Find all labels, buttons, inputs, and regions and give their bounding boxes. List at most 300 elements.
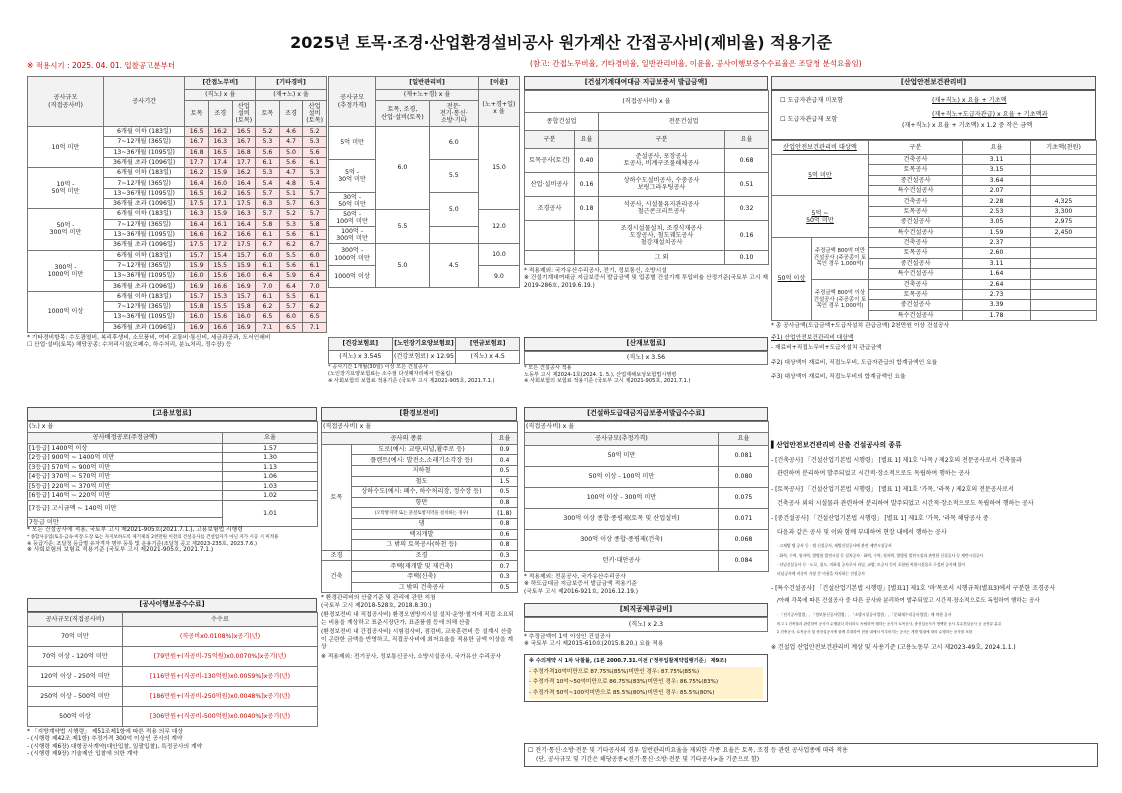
period-cell: 36개월 초과 (1096일) bbox=[104, 240, 185, 250]
rate-cell: 15.9 bbox=[232, 260, 256, 270]
safety-type-cell: 중건설공사 bbox=[869, 217, 963, 227]
safety-rate-cell: 2.07 bbox=[963, 185, 1031, 195]
env-rate-cell: 0.7 bbox=[492, 561, 518, 572]
rate-cell: 17.5 bbox=[185, 199, 209, 209]
safety-subtarget-cell: 주정금액 800억 이상 건설공사 (주공종이 토목인 경우 1,000억) bbox=[812, 279, 869, 321]
rate-cell: 16.5 bbox=[185, 127, 209, 137]
scale-cell: 100억 - 300억 미만 bbox=[329, 227, 376, 244]
safety-base-cell bbox=[1031, 258, 1097, 268]
retire-header: [퇴직공제부금비] bbox=[524, 603, 768, 617]
retire-table bbox=[524, 617, 768, 632]
types-p5: ※ 건설업 산업안전보건관리비 계상 및 사용기준 (고용노동부 고시 제2023-49호, 2024.1.1.) bbox=[771, 643, 1016, 651]
rate-cell: 5.2 bbox=[256, 127, 280, 137]
env-header: [환경보전비] bbox=[321, 407, 517, 421]
env-type-cell: 택지개발 bbox=[352, 529, 492, 540]
scale-cell: 1000억 이상 bbox=[329, 266, 376, 288]
period-cell: 7~12개월 (365일) bbox=[104, 260, 185, 270]
col-rate: 요율 bbox=[725, 130, 769, 148]
rate-cell: 16.8 bbox=[232, 147, 256, 157]
rate-cell: 5.7 bbox=[256, 209, 280, 219]
rate-cell: 15.7 bbox=[232, 250, 256, 260]
employ-block bbox=[27, 407, 317, 555]
rate-cell: 4.5 bbox=[429, 244, 478, 288]
scale-cell: 50억 - 300억 미만 bbox=[28, 209, 104, 250]
labor-header: [간접노무비] bbox=[185, 77, 256, 90]
rate-cell: 16.0 bbox=[232, 312, 256, 322]
rate-cell: 16.6 bbox=[232, 229, 256, 239]
safety-type-cell: 중건설공사 bbox=[869, 175, 963, 185]
rate-cell: 16.4 bbox=[185, 219, 209, 229]
machine-rate: 0.18 bbox=[575, 196, 599, 220]
machine-rate: 0.40 bbox=[575, 148, 599, 172]
rate-cell: 5.6 bbox=[279, 229, 303, 239]
employ-rate-cell: 1.06 bbox=[223, 472, 318, 482]
rate-cell: 5.0 bbox=[376, 244, 429, 288]
rate-cell: 6.0 bbox=[376, 127, 429, 210]
sub-block bbox=[524, 407, 768, 596]
env-type-cell: 그 밖의 토목공사(하천 등) bbox=[352, 540, 492, 551]
safety-base-cell bbox=[1031, 269, 1097, 279]
rate-cell: 15.4 bbox=[208, 250, 232, 260]
safety-target-cell: 5억 미만 bbox=[772, 154, 869, 196]
employ-grade-cell: 7등급 미만 bbox=[28, 517, 223, 527]
retire-box bbox=[524, 654, 768, 702]
safety-type-cell: 특수건설공사 bbox=[869, 227, 963, 237]
safety-type-cell: 특수건설공사 bbox=[869, 310, 963, 320]
machine-special-rate: 0.32 bbox=[725, 196, 769, 220]
rate-cell: 5.2 bbox=[303, 127, 327, 137]
rate-cell: 16.5 bbox=[185, 188, 209, 198]
guarantee-scale-cell: 70억 이상 - 120억 미만 bbox=[28, 646, 123, 666]
safety-target-cell: 5억 ~ 50억 미만 bbox=[772, 196, 869, 238]
guarantee-col-scale: 공사규모(직접공사비) bbox=[28, 612, 123, 626]
rate-cell: 6.3 bbox=[256, 199, 280, 209]
col-period: 공사기간 bbox=[104, 77, 185, 127]
safety-base-cell bbox=[1031, 289, 1097, 299]
labor-table-block bbox=[27, 76, 327, 350]
general-table-block bbox=[328, 76, 520, 288]
sub-col-rate: 요율 bbox=[719, 432, 769, 445]
env-type-cell: 주택(신축) bbox=[352, 571, 492, 582]
types-p4e: 2 건축공사, 토목공사 및 중건설공사에 함께 부대하여 현장 내에서 이루어지는 공사는 개별 법령에 따라 수행하는 공사를 포함 bbox=[777, 630, 973, 635]
rate-cell: 15.8 bbox=[185, 302, 209, 312]
rate-cell: 15.6 bbox=[208, 312, 232, 322]
machine-special-rate: 0.16 bbox=[725, 220, 769, 250]
rate-cell: 6.4 bbox=[256, 271, 280, 281]
rate-cell: 5.7 bbox=[256, 188, 280, 198]
rate-cell: 17.7 bbox=[232, 157, 256, 167]
rate-cell: 15.7 bbox=[232, 291, 256, 301]
sub-civil: 토목 bbox=[185, 101, 209, 127]
rate-cell: 5.5 bbox=[429, 160, 478, 193]
employ-note-1: * 모든 건설공사에 적용, 국토부 고시 제2021-905호(2021.7.1.), 고용보험법 시행령 bbox=[27, 527, 243, 534]
safety-base-cell: 4,325 bbox=[1031, 196, 1097, 206]
general-header: [일반관리비] bbox=[376, 77, 479, 90]
safety-rate-cell: 2.37 bbox=[963, 237, 1031, 247]
machine-special-type: 상하수도설비공사, 수중공사 보링그라우팅공사 bbox=[599, 172, 725, 196]
machine-col-special: 전문건설업 bbox=[599, 112, 769, 130]
safety-rate-cell: 3.64 bbox=[963, 175, 1031, 185]
types-p3e: · 터널신설공사 등 · 도로, 철도, 지하철 공사로서 터널, 교량, 토공사 등이 포함된 복합시설물로 구성된 공사에 있어 bbox=[777, 561, 965, 567]
types-p4b: /아래 각목에 따른 건설공사 중 다른 공사와 분리하여 발주되었고 시간적·장소적으로도 독립하여 행하는 공사 bbox=[777, 598, 1040, 605]
rate-cell: 16.3 bbox=[208, 137, 232, 147]
safety-type-cell: 특수건설공사 bbox=[869, 269, 963, 279]
guarantee-block bbox=[27, 598, 317, 759]
rate-cell: 6.5 bbox=[279, 322, 303, 332]
safety-type-cell: 특수건설공사 bbox=[869, 185, 963, 195]
guarantee-scale-cell: 250억 이상 - 500억 미만 bbox=[28, 686, 123, 706]
env-rate-cell: 0.3 bbox=[492, 550, 518, 561]
safety-target-cell: 50억 이상 bbox=[772, 237, 812, 320]
guarantee-col-fee: 수수료 bbox=[123, 612, 318, 626]
guarantee-scale-cell: 70억 미만 bbox=[28, 626, 123, 646]
employ-note-2: * 종합사공업(토공·금속·미장·도장 또는 자지보하도록 제기제의 2천만원 이전의 건설공사를 건설업자가 아닌 자가 시공 시 미적용 bbox=[27, 534, 279, 540]
types-p1: - [건축공사] 「건설산업기본법 시행령」 [별표 1] 제1호 '나목 / 제2호의 전문공사로서 건축물과 bbox=[771, 456, 1022, 464]
rate-cell: 16.1 bbox=[208, 219, 232, 229]
col-type: 구분 bbox=[525, 130, 575, 148]
machine-type: 토목공사(토건) bbox=[525, 148, 575, 172]
rate-cell: 16.4 bbox=[232, 219, 256, 229]
sub-note-3: (국토부 고시 제2016-921호, 2016.12.19.) bbox=[524, 588, 639, 595]
rate-cell: 6.3 bbox=[303, 199, 327, 209]
rate-cell: 6.1 bbox=[256, 229, 280, 239]
rate-cell: 5.6 bbox=[256, 147, 280, 157]
sub-note-2: ※ 하도급대금 지급보증서 발급금액 적용기준 bbox=[524, 581, 638, 588]
machine-special-rate: 0.10 bbox=[725, 250, 769, 264]
rate-cell: 5.6 bbox=[279, 260, 303, 270]
machine-special-type: 조경시설물설치, 조경식재공사 도장공사, 철도궤도공사 철강재설치공사 bbox=[599, 220, 725, 250]
types-header: ▌산업안전보건관리비 산출 건설공사의 종류 bbox=[771, 441, 902, 449]
env-rate-cell: 0.8 bbox=[492, 518, 518, 529]
rate-cell: 4.7 bbox=[279, 137, 303, 147]
env-type-cell: 철도 bbox=[352, 476, 492, 487]
rate-cell: 16.6 bbox=[208, 322, 232, 332]
rate-cell: 16.2 bbox=[208, 188, 232, 198]
env-rate-cell: 0.9 bbox=[492, 444, 518, 455]
safety-base-cell: 2,450 bbox=[1031, 227, 1097, 237]
rate-cell: 16.0 bbox=[185, 312, 209, 322]
period-cell: 6개월 이하 (183일) bbox=[104, 250, 185, 260]
rate-cell: 6.7 bbox=[256, 240, 280, 250]
industrial-value: (직노) x 3.56 bbox=[525, 351, 768, 364]
employ-grade-cell: [4등급] 370억 ~ 570억 미만 bbox=[28, 472, 223, 482]
scale-cell: 300억 - 1000억 미만 bbox=[329, 244, 376, 266]
rate-cell: 17.5 bbox=[185, 240, 209, 250]
rate-cell: 17.5 bbox=[232, 199, 256, 209]
safety-base-cell bbox=[1031, 185, 1097, 195]
env-rate-cell: 0.3 bbox=[492, 571, 518, 582]
employ-col-rate: 요율 bbox=[223, 432, 318, 443]
profit-formula: (노+경+일) x 율 bbox=[478, 90, 519, 127]
ltc-value: (건강보험료) x 12.95 bbox=[392, 351, 456, 364]
sub-scale-cell: 300억 이상 종합·종평제(토목 및 산업설비) bbox=[525, 508, 719, 529]
safety-formula-box bbox=[771, 90, 1096, 140]
rate-cell: 7.0 bbox=[256, 281, 280, 291]
safety-rate-cell: 2.73 bbox=[963, 289, 1031, 299]
rate-cell: 16.9 bbox=[232, 322, 256, 332]
retire-formula: (직노) x 2.3 bbox=[525, 617, 768, 631]
profit-cell: 12.0 bbox=[478, 210, 519, 244]
safety-rate-cell: 3.11 bbox=[963, 154, 1031, 164]
sub-b: 전문· 전기·통신· 소방·기타 bbox=[429, 101, 478, 127]
env-rate-cell: 0.8 bbox=[492, 497, 518, 508]
general-table bbox=[328, 76, 520, 288]
safety-base-cell bbox=[1031, 165, 1097, 175]
health-note-3: ※ 사회보험의 보험료 적용기준 (국토부 고시 제2021-905호, 2021.7.1.) bbox=[328, 377, 495, 384]
apply-date: ※ 적용시기 : 2025. 04. 01. 입찰공고분부터 bbox=[27, 61, 176, 70]
employ-grade-cell: [3등급] 570억 ~ 900억 미만 bbox=[28, 462, 223, 472]
rate-cell: 5.9 bbox=[279, 271, 303, 281]
rate-cell: 15.5 bbox=[208, 260, 232, 270]
period-cell: 6개월 이하 (183일) bbox=[104, 168, 185, 178]
sub-industrial: 산업 설비 (토목) bbox=[232, 101, 256, 127]
scale-cell: 50억 - 100억 미만 bbox=[329, 210, 376, 227]
rate-cell: 15.9 bbox=[208, 209, 232, 219]
retire-box-line: - 추정가격 50억~100억미만으로 85.5%(80%)미만인 경우: 85.5%(80%) bbox=[529, 688, 763, 699]
safety-line2-label: ☐ 도급자관급재 포함 bbox=[780, 115, 838, 123]
rate-cell: 6.4 bbox=[279, 281, 303, 291]
guarantee-note-4: - (시행령 제9장) 기술제안 입찰에 의한 계약 bbox=[27, 751, 138, 758]
rate-cell: 17.1 bbox=[208, 199, 232, 209]
period-cell: 13~36개월 (1095일) bbox=[104, 229, 185, 239]
guarantee-fee-cell: [306만원+(직공비-500억원)x0.0040%]x공기(년) bbox=[123, 706, 318, 726]
safety-rate-cell: 2.60 bbox=[963, 248, 1031, 258]
footer-box bbox=[524, 743, 1098, 767]
sub-note-1: * 적용제외: 전문공사, 국가유산수리공사 bbox=[524, 573, 626, 580]
rate-cell: 5.3 bbox=[279, 219, 303, 229]
rate-cell: 5.5 bbox=[279, 291, 303, 301]
rate-cell: 5.3 bbox=[256, 168, 280, 178]
guarantee-fee-cell: [186만원+(직공비-250억원)x0.0048%]x공기(년) bbox=[123, 686, 318, 706]
safety-type-cell: 토목공사 bbox=[869, 165, 963, 175]
rate-cell: 7.0 bbox=[303, 281, 327, 291]
retire-box-title: ※ 수의계약 시 1차 낙찰률, (1본 2000.7.31.이전 ('정부입찰계약집행기준」 제9조) bbox=[529, 657, 727, 664]
rate-cell: 6.5 bbox=[303, 312, 327, 322]
rate-cell: 6.0 bbox=[303, 250, 327, 260]
sub-a: 토목, 조경, 산업·설비(토목) bbox=[376, 101, 429, 127]
social-insurance-block bbox=[328, 337, 520, 384]
safety-line1-label: ☐ 도급자관급재 미포함 bbox=[780, 96, 844, 104]
env-type-cell: 댐 bbox=[352, 518, 492, 529]
types-p3c: · 고제방 댐 공사 등 · 댐 신설공사, 제방신설공사에 관련 제반시설공사 bbox=[777, 543, 892, 549]
industrial-block bbox=[524, 337, 768, 385]
safety-header: [산업안전보건관리비] bbox=[771, 76, 1096, 90]
safety-subtarget-cell: 주정금액 800억 미만 건설공사 (주공종이 토목인 경우 1,000억) bbox=[812, 237, 869, 279]
rate-cell: 5.3 bbox=[303, 137, 327, 147]
period-cell: 36개월 초과 (1096일) bbox=[104, 281, 185, 291]
guarantee-fee-cell: [79만원+(직공비-75억원)x0.0070%]x공기(년) bbox=[123, 646, 318, 666]
profit-cell: 15.0 bbox=[478, 127, 519, 210]
guarantee-note-2: - (시행령 제42조 제1항) 추정가격 300억 이상인 공사의 계약 bbox=[27, 736, 183, 743]
rate-cell: 6.1 bbox=[303, 229, 327, 239]
safety-line1-formula: (재+직노) x 요율 + 기초액 bbox=[932, 96, 1007, 104]
safety-base-cell: 2,975 bbox=[1031, 217, 1097, 227]
pension-header: [연금보험료] bbox=[456, 338, 520, 351]
rate-cell: 15.9 bbox=[208, 168, 232, 178]
sub-landscape: 조경 bbox=[279, 101, 303, 127]
employ-note-3: ※ 등급기준: 조달청 등급별 유자격자 명부 등록 및 운용기준(조달청 공고 제2023-235호, 2023.7.6.) bbox=[27, 540, 257, 547]
retire-box-line: - 추정가격 10억~50억미만으로 86.75%(83%)미만인 경우: 86.75%(83%) bbox=[529, 677, 763, 688]
labor-note-1: * 기타경비항목: 수도광열비, 복리후생비, 소모품비, 여비·교통비·통신비, 세금과공과, 도서인쇄비 bbox=[27, 334, 271, 341]
rate-cell: 16.9 bbox=[232, 281, 256, 291]
rate-cell: 16.8 bbox=[185, 147, 209, 157]
safety-base-cell bbox=[1031, 279, 1097, 289]
industrial-note-2: 노동부 고시 제2024-1호(2024. 1. 5.), 산업재해보상보험법시행령 bbox=[524, 371, 677, 378]
env-rate-cell: (1.8) bbox=[492, 508, 518, 519]
period-cell: 7~12개월 (365일) bbox=[104, 178, 185, 188]
employ-grade-cell: [7등급] 고시금액 ~ 140억 미만 bbox=[28, 500, 223, 517]
machine-table bbox=[524, 90, 769, 265]
machine-col-general: 종합건설업 bbox=[525, 112, 599, 130]
sub-scale-cell: 100억 이상 - 300억 미만 bbox=[525, 487, 719, 508]
sub-scale-cell: 턴키·대안공사 bbox=[525, 550, 719, 571]
rate-cell: 15.9 bbox=[185, 260, 209, 270]
employ-rate-cell: 1.57 bbox=[223, 443, 318, 453]
rate-cell: 6.7 bbox=[303, 240, 327, 250]
ltc-header: [노인장기요양보험료] bbox=[392, 338, 456, 351]
col-type: 구분 bbox=[599, 130, 725, 148]
safety-type-cell: 중건설공사 bbox=[869, 300, 963, 310]
env-type-cell: 주택(재개발 및 재건축) bbox=[352, 561, 492, 572]
rate-cell: 16.2 bbox=[185, 168, 209, 178]
scale-cell: 300억 - 1000억 미만 bbox=[28, 250, 104, 291]
machine-special-type: 그 외 bbox=[599, 250, 725, 264]
machine-type: 조경공사 bbox=[525, 196, 575, 220]
guarantee-scale-cell: 120억 이상 - 250억 미만 bbox=[28, 666, 123, 686]
sub-table bbox=[524, 421, 769, 572]
safety-rate-cell: 2.64 bbox=[963, 279, 1031, 289]
rate-cell: 16.7 bbox=[185, 137, 209, 147]
types-p4: - [특수건설공사] 「건설산업기본법 시행령」[별표1] 제1호 '마'목로서 시행규칙(별표3)에서 구분한 조경공사 bbox=[771, 584, 1056, 592]
env-note-5: ※ 적용제외: 전기공사, 정보통신공사, 소방시설공사, 국가유산 수리공사 bbox=[321, 653, 502, 660]
env-note-1: * 환경관리비의 산출기준 및 관리에 관한 지침 bbox=[321, 595, 436, 602]
safety-type-cell: 중건설공사 bbox=[869, 258, 963, 268]
rate-cell: 6.1 bbox=[303, 157, 327, 167]
env-type-cell: 조경 bbox=[352, 550, 492, 561]
rate-cell: 15.8 bbox=[232, 302, 256, 312]
employ-rate-cell: 1.03 bbox=[223, 481, 318, 491]
safety-base-cell: 3,300 bbox=[1031, 206, 1097, 216]
rate-cell: 16.5 bbox=[208, 147, 232, 157]
machine-type: 산업·설비공사 bbox=[525, 172, 575, 196]
sub-rate-cell: 0.075 bbox=[719, 487, 769, 508]
machine-special-rate: 0.51 bbox=[725, 172, 769, 196]
rate-cell: 16.3 bbox=[185, 209, 209, 219]
safety-block bbox=[771, 76, 1096, 382]
rate-cell: 6.1 bbox=[256, 157, 280, 167]
env-note-2: (국토부 고시 제2018-528호, 2018.8.30.) bbox=[321, 602, 432, 609]
env-note-4: (환경보전비 내 간접공사비) 시험검사비, 점검비, 교육훈련비 등 설계시 산출이 곤란한 금액을 반영하고, 직접공사비에 최저요율을 적용한 금액 이상을 계상 bbox=[321, 629, 514, 651]
rate-cell: 16.6 bbox=[185, 229, 209, 239]
profit-header: [이윤] bbox=[478, 77, 519, 90]
rate-cell: 16.7 bbox=[232, 137, 256, 147]
rate-cell: 6.0 bbox=[429, 127, 478, 160]
scale-cell: 10억 미만 bbox=[28, 127, 104, 168]
safety-type-cell: 토목공사 bbox=[869, 206, 963, 216]
social-insurance-table bbox=[328, 337, 520, 364]
rate-cell: 15.7 bbox=[185, 250, 209, 260]
safety-type-cell: 토목공사 bbox=[869, 289, 963, 299]
sub-formula: (직접공사비) x 율 bbox=[525, 421, 769, 432]
col-rate: 요율 bbox=[575, 130, 599, 148]
period-cell: 6개월 이하 (183일) bbox=[104, 209, 185, 219]
rate-cell: 16.5 bbox=[232, 188, 256, 198]
env-type-cell: (오탁방지막 또는 준설토방지막을 설치하는 경우) bbox=[352, 508, 492, 519]
rate-cell: 16.0 bbox=[208, 178, 232, 188]
env-formula: (직접공사비) x 율 bbox=[322, 421, 518, 432]
rate-cell: 16.0 bbox=[185, 271, 209, 281]
reference-note: (참고: 간접노무비율, 기타경비율, 일반관리비율, 이윤율, 공사이행보증수수료율은 조달청 분석요율임) bbox=[530, 59, 862, 68]
sub-header: [건설하도급대금지급보증서발급수수료] bbox=[524, 407, 768, 421]
rate-cell: 5.0 bbox=[279, 147, 303, 157]
rate-cell: 15.3 bbox=[208, 291, 232, 301]
period-cell: 7~12개월 (365일) bbox=[104, 219, 185, 229]
retire-block bbox=[524, 603, 768, 702]
safety-line2-formula-b: (재+직노) x 요율 + 기초액) x 1.2 중 작은 금액 bbox=[902, 121, 1033, 129]
rate-cell: 5.3 bbox=[303, 168, 327, 178]
sub-landscape: 조경 bbox=[208, 101, 232, 127]
rate-cell: 6.1 bbox=[303, 260, 327, 270]
profit-cell: 9.0 bbox=[478, 266, 519, 288]
rate-cell: 16.5 bbox=[232, 127, 256, 137]
env-category-cell: 조경 bbox=[322, 550, 352, 561]
rate-cell: 6.1 bbox=[256, 291, 280, 301]
guarantee-table bbox=[27, 612, 318, 727]
env-type-cell: 항만 bbox=[352, 497, 492, 508]
rate-cell: 16.2 bbox=[208, 229, 232, 239]
safety-note-4: 주2) 대상액이 재료비, 직접노무비, 도급자관급의 합계금액인 요율 bbox=[771, 359, 938, 366]
rate-cell: 6.1 bbox=[256, 260, 280, 270]
labor-formula: (직노) x 율 bbox=[185, 90, 256, 101]
rate-cell: 15.7 bbox=[185, 291, 209, 301]
env-rate-cell: 0.8 bbox=[492, 540, 518, 551]
period-cell: 36개월 초과 (1096일) bbox=[104, 322, 185, 332]
rate-cell: 5.8 bbox=[256, 219, 280, 229]
rate-cell: 7.1 bbox=[303, 322, 327, 332]
sub-col-scale: 공사규모(추정가격) bbox=[525, 432, 719, 445]
sub-industrial: 산업 설비 (토목) bbox=[303, 101, 327, 127]
rate-cell: 6.2 bbox=[279, 240, 303, 250]
labor-note-2: ☐ 산업·설비(토목) 해당공종: 수처리시설(오폐수, 하수처리, 분뇨처리, 정수장) 등 bbox=[27, 342, 232, 349]
env-block bbox=[321, 407, 517, 661]
rate-cell: 5.6 bbox=[303, 147, 327, 157]
rate-cell: 6.5 bbox=[256, 312, 280, 322]
employ-grade-cell: [1등급] 1400억 이상 bbox=[28, 443, 223, 453]
machine-note-1: * 적용제외: 국가유산수리공사, 전기, 정보통신, 소방시설 bbox=[524, 267, 667, 274]
safety-type-cell: 건축공사 bbox=[869, 279, 963, 289]
period-cell: 7~12개월 (365일) bbox=[104, 302, 185, 312]
safety-base-cell bbox=[1031, 310, 1097, 320]
safety-rate-cell: 3.05 bbox=[963, 217, 1031, 227]
safety-type-cell: 건축공사 bbox=[869, 154, 963, 164]
pension-value: (직노) x 4.5 bbox=[456, 351, 520, 364]
employ-table bbox=[27, 421, 318, 528]
env-type-cell: 그 밖의 건축공사 bbox=[352, 582, 492, 593]
rate-cell: 16.6 bbox=[208, 281, 232, 291]
rate-cell: 5.3 bbox=[256, 137, 280, 147]
rate-cell: 6.2 bbox=[256, 302, 280, 312]
employ-header: [고용보험료] bbox=[27, 407, 317, 421]
types-p1b: 관련하여 분리하여 발주되었고 시간적·장소적으로도 독립하여 행하는 공사 bbox=[777, 470, 971, 478]
env-rate-cell: 0.5 bbox=[492, 582, 518, 593]
machine-note-2: ※ 건설기계대여대금 지급보증서 발급금액 및 업종별 건설기계 투입비율 산정기준(국토부 고시 제2019-286호, 2019.6.19.) bbox=[524, 275, 768, 289]
employ-grade-cell: [2등급] 900억 ~ 1400억 미만 bbox=[28, 453, 223, 463]
rate-cell: 5.8 bbox=[303, 219, 327, 229]
safety-type-cell: 건축공사 bbox=[869, 237, 963, 247]
rate-cell: 16.2 bbox=[208, 127, 232, 137]
env-table bbox=[321, 421, 518, 593]
rate-cell: 6.1 bbox=[303, 291, 327, 301]
